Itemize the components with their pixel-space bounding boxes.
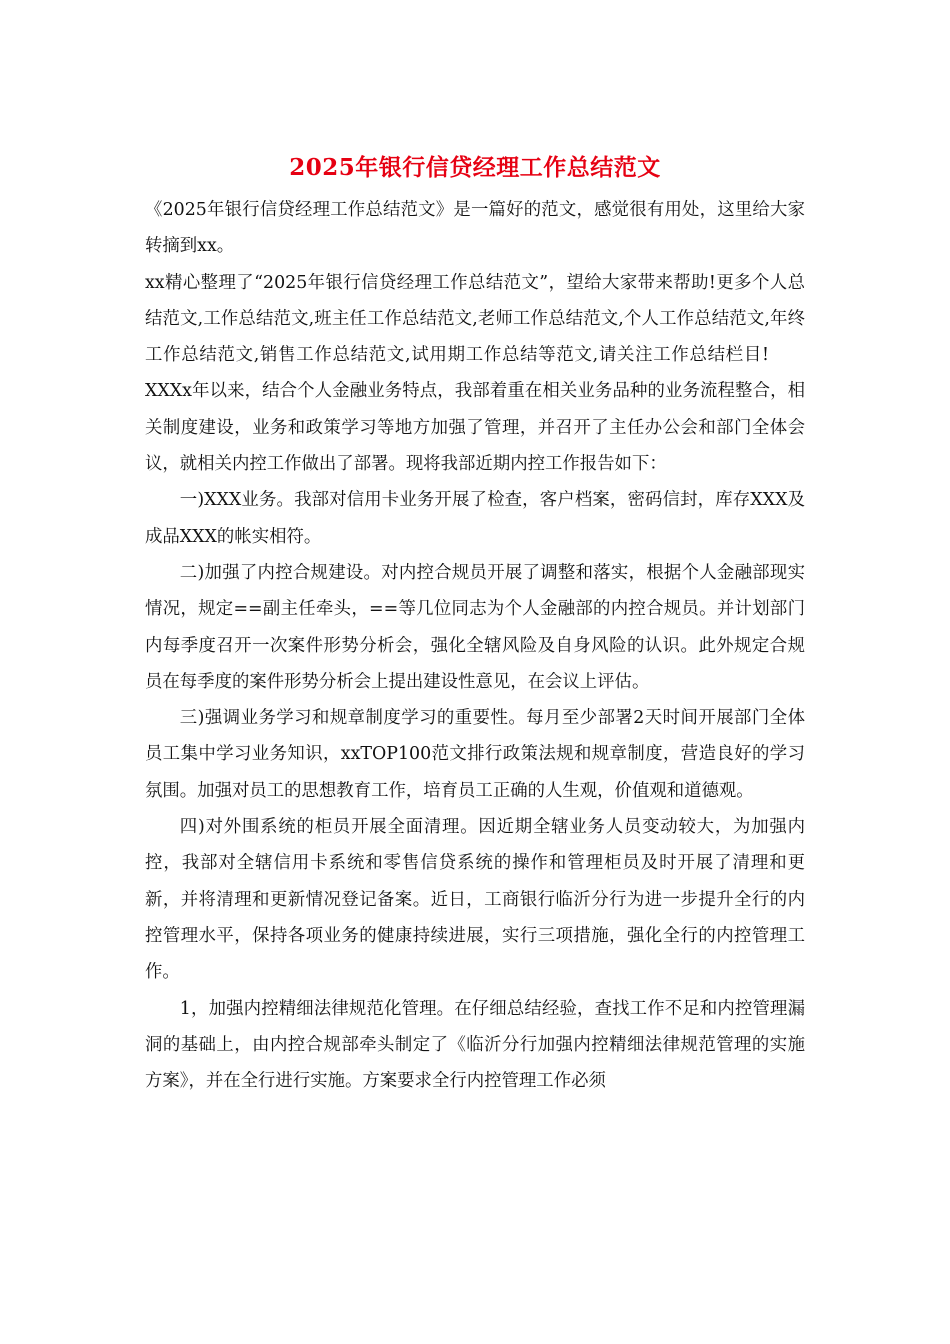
note-text-b: XXXx年以来，结合个人金融业务特点，我部着重在相关业务品种的业务流程整合，相关制度建设，业务和政策学习等地方加强了管理，并召开了主任办公会和部门全体会议，就相关内控工作做出了部署。现将我部近期内控工作报告如下：: [145, 381, 805, 475]
body-paragraph-1: 一)XXX业务。我部对信用卡业务开展了检查，客户档案，密码信封，库存XXX及成品XXX的帐实相符。: [145, 490, 805, 547]
body-paragraph-5: 1，加强内控精细法律规范化管理。在仔细总结经验，查找工作不足和内控管理漏洞的基础上，由内控合规部牵头制定了《临沂分行加强内控精细法律规范管理的实施方案》，并在全行进行实施。方案要求全行内控管理工作必须: [145, 998, 805, 1092]
body-paragraph-4: 四)对外围系统的柜员开展全面清理。因近期全辖业务人员变动较大，为加强内控，我部对全辖信用卡系统和零售信贷系统的操作和管理柜员及时开展了清理和更新，并将清理和更新情况登记备案。近日，工商银行临沂分行为进一步提升全行的内控管理水平，保持各项业务的健康持续进展，实行三项措施，强化全行的内控管理工作。: [145, 817, 805, 983]
document-title: 2025年银行信贷经理工作总结范文: [289, 154, 661, 181]
note-paragraph: [145, 265, 805, 483]
body-paragraph-2: 二)加强了内控合规建设。对内控合规员开展了调整和落实，根据个人金融部现实情况，规定==副主任牵头，==等几位同志为个人金融部的内控合规员。并计划部门内每季度召开一次案件形势分析会，强化全辖风险及自身风险的认识。此外规定合规员在每季度的案件形势分析会上提出建设性意见，在会议上评估。: [145, 562, 805, 692]
document-body: [145, 192, 805, 1099]
note-text-a: xx精心整理了“2025年银行信贷经理工作总结范文”，望给大家带来帮助!更多个人总结范文,工作总结范文,班主任工作总结范文,老师工作总结范文,个人工作总结范文,年终工作总结范文,销售工作总结范文,试用期工作总结等范文,请关注工作总结栏目!: [145, 272, 805, 366]
intro-paragraph: 《2025年银行信贷经理工作总结范文》是一篇好的范文，感觉很有用处，这里给大家转摘到xx。: [145, 200, 805, 257]
body-paragraph-3: 三)强调业务学习和规章制度学习的重要性。每月至少部署2天时间开展部门全体员工集中学习业务知识，xxTOP100范文排行政策法规和规章制度，营造良好的学习氛围。加强对员工的思想教育工作，培育员工正确的人生观，价值观和道德观。: [145, 708, 805, 801]
